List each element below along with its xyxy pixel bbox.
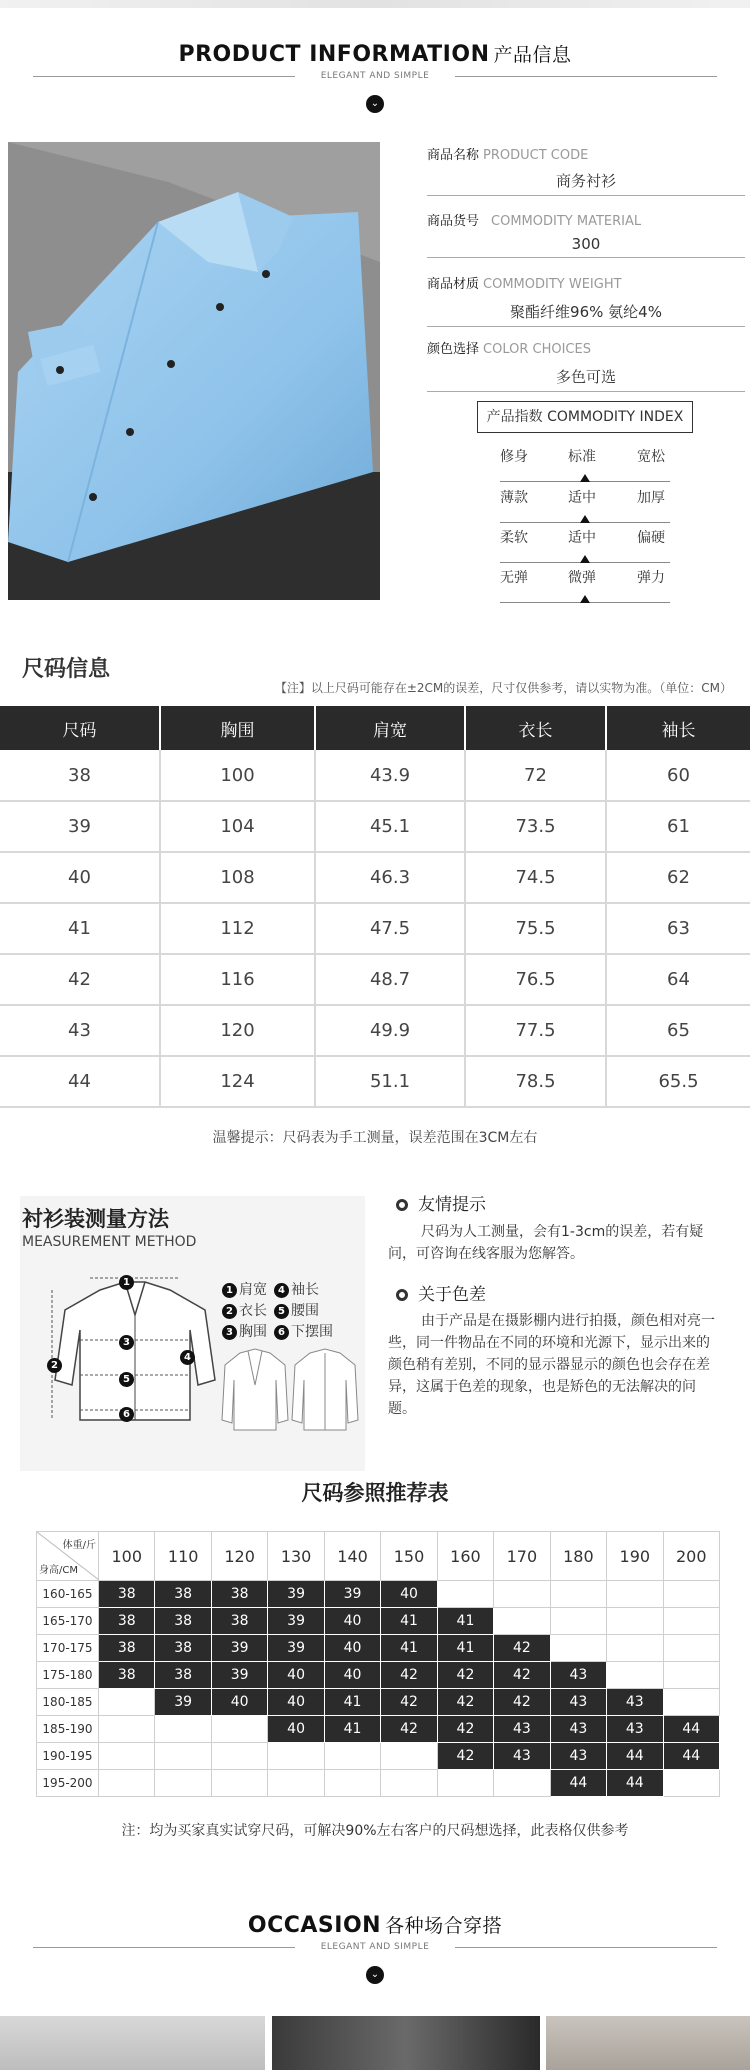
- product-info-subtitle: ELEGANT AND SIMPLE: [320, 71, 430, 81]
- size-cell: [381, 1743, 437, 1770]
- table-row: 41 112 47.5 75.5 63: [0, 903, 750, 954]
- occasion-photo: [0, 2016, 265, 2070]
- size-cell: [437, 1581, 493, 1608]
- size-cell: [211, 1716, 267, 1743]
- legend-item: 4 袖长: [274, 1279, 319, 1299]
- size-cell: 39: [324, 1581, 380, 1608]
- size-cell: 41: [324, 1689, 380, 1716]
- size-cell: [99, 1770, 155, 1797]
- size-cell: [155, 1743, 211, 1770]
- index-marker-icon: [580, 474, 590, 482]
- chevron-down-icon: ⌄: [0, 1962, 750, 1984]
- index-row-softness: 柔软 适中 偏硬: [500, 527, 670, 567]
- product-photo: [8, 142, 380, 600]
- table-row: 38 100 43.9 72 60: [0, 750, 750, 801]
- weight-header-cell: 140: [324, 1532, 380, 1581]
- field-label-material: 商品货号 COMMODITY MATERIAL: [427, 214, 642, 229]
- size-cell: [99, 1689, 155, 1716]
- size-cell: [494, 1581, 550, 1608]
- size-cell: [324, 1743, 380, 1770]
- size-cell: 44: [607, 1770, 663, 1797]
- size-header: 肩宽: [315, 706, 465, 750]
- size-cell: 42: [381, 1662, 437, 1689]
- field-value-product-code: 商务衬衫: [427, 170, 745, 196]
- height-row-label: 185-190: [37, 1716, 99, 1743]
- table-row: [37, 1770, 720, 1797]
- top-strip: [0, 0, 750, 8]
- size-cell: 39: [268, 1581, 324, 1608]
- size-info-title: 尺码信息: [22, 657, 111, 682]
- product-info-title: [0, 40, 750, 67]
- index-marker-icon: [580, 555, 590, 563]
- size-cell: [663, 1608, 719, 1635]
- shirt-illustration: [8, 142, 380, 600]
- size-cell: [663, 1662, 719, 1689]
- color-diff-body: 由于产品是在摄影棚内进行拍摄，颜色相对亮一些，同一件物品在不同的环境和光源下，显示出来的颜色稍有差别，不同的显示器显示的颜色也会存在差异，这属于色差的现象，也是矫色的无法解决的问题。: [388, 1313, 715, 1417]
- weight-header-cell: 100: [99, 1532, 155, 1581]
- table-row: [37, 1608, 720, 1635]
- size-cell: 42: [494, 1635, 550, 1662]
- occasion-header: [0, 1911, 750, 1938]
- size-cell: 43: [494, 1743, 550, 1770]
- size-cell: 42: [494, 1662, 550, 1689]
- marker-1-icon: 1: [119, 1275, 134, 1290]
- size-cell: 40: [324, 1635, 380, 1662]
- size-cell: 38: [99, 1608, 155, 1635]
- size-cell: 42: [437, 1716, 493, 1743]
- size-cell: [211, 1743, 267, 1770]
- height-row-label: 190-195: [37, 1743, 99, 1770]
- table-row: [37, 1662, 720, 1689]
- index-marker-icon: [580, 595, 590, 603]
- size-cell: [155, 1770, 211, 1797]
- friendly-tip-body: 尺码为人工测量，会有1-3cm的误差，若有疑问，可咨询在线客服为您解答。: [388, 1224, 704, 1262]
- product-info-title-en: PRODUCT INFORMATION: [178, 42, 490, 67]
- chevron-down-icon: ⌄: [0, 91, 750, 113]
- field-value-color: 多色可选: [427, 366, 745, 392]
- size-header: 衣长: [465, 706, 606, 750]
- size-cell: 41: [437, 1635, 493, 1662]
- measurement-title: 衬衫装测量方法: [22, 1207, 169, 1231]
- size-cell: 43: [607, 1689, 663, 1716]
- size-cell: 38: [99, 1662, 155, 1689]
- size-info-note: 【注】以上尺码可能存在±2CM的误差，尺寸仅供参考，请以实物为准。（单位：CM）: [274, 681, 732, 695]
- occasion-subtitle: ELEGANT AND SIMPLE: [320, 1942, 430, 1952]
- height-row-label: 160-165: [37, 1581, 99, 1608]
- size-cell: 41: [437, 1608, 493, 1635]
- size-cell: 43: [550, 1743, 606, 1770]
- color-diff-heading: 关于色差: [396, 1280, 486, 1305]
- field-value-weight: 聚酯纤维96% 氨纶4%: [427, 301, 745, 327]
- commodity-index-title: 产品指数 COMMODITY INDEX: [477, 401, 693, 433]
- weight-header-cell: 120: [211, 1532, 267, 1581]
- size-cell: [663, 1770, 719, 1797]
- marker-2-icon: 2: [47, 1358, 62, 1373]
- weight-header-cell: 160: [437, 1532, 493, 1581]
- size-cell: 42: [381, 1689, 437, 1716]
- friendly-tip-heading: 友情提示: [396, 1190, 486, 1215]
- table-row: [37, 1689, 720, 1716]
- index-row-thickness: 薄款 适中 加厚: [500, 487, 670, 527]
- size-cell: 44: [607, 1743, 663, 1770]
- field-label-color: 颜色选择 COLOR CHOICES: [427, 342, 591, 357]
- size-table: [0, 706, 750, 1108]
- index-row-elasticity: 无弹 微弹 弹力: [500, 567, 670, 607]
- size-cell: 38: [99, 1581, 155, 1608]
- size-cell: [550, 1608, 606, 1635]
- height-row-label: 195-200: [37, 1770, 99, 1797]
- height-label: 身高/CM: [39, 1565, 78, 1576]
- size-cell: [607, 1635, 663, 1662]
- index-row-fit: 修身 标准 宽松: [500, 446, 670, 486]
- weight-header-cell: 190: [607, 1532, 663, 1581]
- occasion-photo: [546, 2016, 750, 2070]
- size-cell: 40: [268, 1662, 324, 1689]
- size-cell: 40: [211, 1689, 267, 1716]
- measurement-subtitle: MEASUREMENT METHOD: [22, 1234, 197, 1250]
- size-cell: [607, 1581, 663, 1608]
- weight-header-cell: 150: [381, 1532, 437, 1581]
- size-cell: 43: [494, 1716, 550, 1743]
- size-cell: [268, 1743, 324, 1770]
- size-cell: [494, 1770, 550, 1797]
- size-cell: 42: [381, 1716, 437, 1743]
- size-header: 尺码: [0, 706, 160, 750]
- size-cell: 44: [550, 1770, 606, 1797]
- size-cell: 38: [155, 1635, 211, 1662]
- height-row-label: 170-175: [37, 1635, 99, 1662]
- shirt-outline-icon: [290, 1345, 360, 1435]
- size-cell: 44: [663, 1743, 719, 1770]
- size-cell: 40: [268, 1689, 324, 1716]
- table-row: 42 116 48.7 76.5 64: [0, 954, 750, 1005]
- field-label-weight: 商品材质 COMMODITY WEIGHT: [427, 277, 622, 292]
- size-cell: [607, 1662, 663, 1689]
- bullet-icon: [396, 1199, 408, 1211]
- size-cell: 39: [155, 1689, 211, 1716]
- size-cell: [550, 1635, 606, 1662]
- occasion-title: [0, 1911, 750, 1938]
- size-cell: 42: [437, 1743, 493, 1770]
- legend-item: 2 衣长: [222, 1300, 267, 1320]
- size-cell: 41: [381, 1635, 437, 1662]
- legend-item: 1 肩宽: [222, 1279, 267, 1299]
- recommend-table: [36, 1531, 720, 1797]
- size-cell: [211, 1770, 267, 1797]
- occasion-photo: [272, 2016, 540, 2070]
- table-row: [37, 1716, 720, 1743]
- recommend-title: 尺码参照推荐表: [301, 1481, 449, 1505]
- size-cell: 43: [550, 1716, 606, 1743]
- size-tip: 温馨提示：尺码表为手工测量，误差范围在3CM左右: [212, 1130, 538, 1146]
- size-cell: 42: [437, 1662, 493, 1689]
- table-row: 39 104 45.1 73.5 61: [0, 801, 750, 852]
- size-cell: [381, 1770, 437, 1797]
- size-cell: 41: [381, 1608, 437, 1635]
- size-cell: 38: [155, 1608, 211, 1635]
- weight-header-cell: 200: [663, 1532, 719, 1581]
- weight-header-cell: 110: [155, 1532, 211, 1581]
- product-info-header: [0, 40, 750, 67]
- size-cell: 39: [268, 1635, 324, 1662]
- height-row-label: 180-185: [37, 1689, 99, 1716]
- height-row-label: 165-170: [37, 1608, 99, 1635]
- size-cell: 38: [155, 1581, 211, 1608]
- legend-item: 3 胸围: [222, 1321, 267, 1341]
- table-row: [37, 1581, 720, 1608]
- size-cell: [437, 1770, 493, 1797]
- size-cell: [494, 1608, 550, 1635]
- product-info-title-cn: 产品信息: [493, 44, 572, 66]
- table-row: 44 124 51.1 78.5 65.5: [0, 1056, 750, 1107]
- size-cell: 40: [324, 1608, 380, 1635]
- size-cell: 44: [663, 1716, 719, 1743]
- size-header: 胸围: [160, 706, 315, 750]
- table-row: [37, 1743, 720, 1770]
- marker-5-icon: 5: [119, 1372, 134, 1387]
- recommend-note: 注：均为买家真实试穿尺码，可解决90%左右客户的尺码想选择，此表格仅供参考: [121, 1823, 629, 1839]
- weight-header-cell: 170: [494, 1532, 550, 1581]
- size-cell: 43: [607, 1716, 663, 1743]
- recommend-header-row: [37, 1532, 720, 1581]
- size-cell: [663, 1581, 719, 1608]
- legend-item: 5 腰围: [274, 1300, 319, 1320]
- occasion-title-cn: 各种场合穿搭: [385, 1915, 503, 1937]
- size-cell: 42: [437, 1689, 493, 1716]
- size-cell: [268, 1770, 324, 1797]
- marker-3-icon: 3: [119, 1335, 134, 1350]
- size-cell: 43: [550, 1662, 606, 1689]
- size-cell: 39: [211, 1662, 267, 1689]
- table-row: [37, 1635, 720, 1662]
- size-cell: 39: [268, 1608, 324, 1635]
- marker-4-icon: 4: [180, 1350, 195, 1365]
- size-cell: 43: [550, 1689, 606, 1716]
- size-table-header: [0, 706, 750, 750]
- size-cell: [324, 1770, 380, 1797]
- jacket-outline-icon: [220, 1345, 290, 1435]
- index-marker-icon: [580, 515, 590, 523]
- table-row: 40 108 46.3 74.5 62: [0, 852, 750, 903]
- size-cell: 42: [494, 1689, 550, 1716]
- diag-header-cell: [37, 1532, 99, 1581]
- field-label-product-code: 商品名称 PRODUCT CODE: [427, 148, 589, 163]
- size-cell: 41: [324, 1716, 380, 1743]
- size-cell: 40: [324, 1662, 380, 1689]
- field-value-material: 300: [427, 235, 745, 258]
- weight-label: 体重/斤: [62, 1540, 96, 1551]
- size-cell: 38: [155, 1662, 211, 1689]
- size-cell: [550, 1581, 606, 1608]
- size-cell: [663, 1635, 719, 1662]
- bullet-icon: [396, 1289, 408, 1301]
- weight-header-cell: 130: [268, 1532, 324, 1581]
- size-cell: 38: [211, 1581, 267, 1608]
- size-cell: 40: [268, 1716, 324, 1743]
- height-row-label: 175-180: [37, 1662, 99, 1689]
- weight-header-cell: 180: [550, 1532, 606, 1581]
- marker-6-icon: 6: [119, 1407, 134, 1422]
- occasion-title-en: OCCASION: [247, 1913, 382, 1938]
- size-cell: [155, 1716, 211, 1743]
- size-cell: [99, 1716, 155, 1743]
- size-cell: 40: [381, 1581, 437, 1608]
- table-row: 43 120 49.9 77.5 65: [0, 1005, 750, 1056]
- size-cell: 38: [211, 1608, 267, 1635]
- size-header: 袖长: [606, 706, 750, 750]
- size-cell: [99, 1743, 155, 1770]
- size-cell: [663, 1689, 719, 1716]
- size-cell: [607, 1608, 663, 1635]
- size-cell: 38: [99, 1635, 155, 1662]
- legend-item: 6 下摆围: [274, 1321, 333, 1341]
- size-cell: 39: [211, 1635, 267, 1662]
- shirt-measure-diagram: [40, 1270, 230, 1440]
